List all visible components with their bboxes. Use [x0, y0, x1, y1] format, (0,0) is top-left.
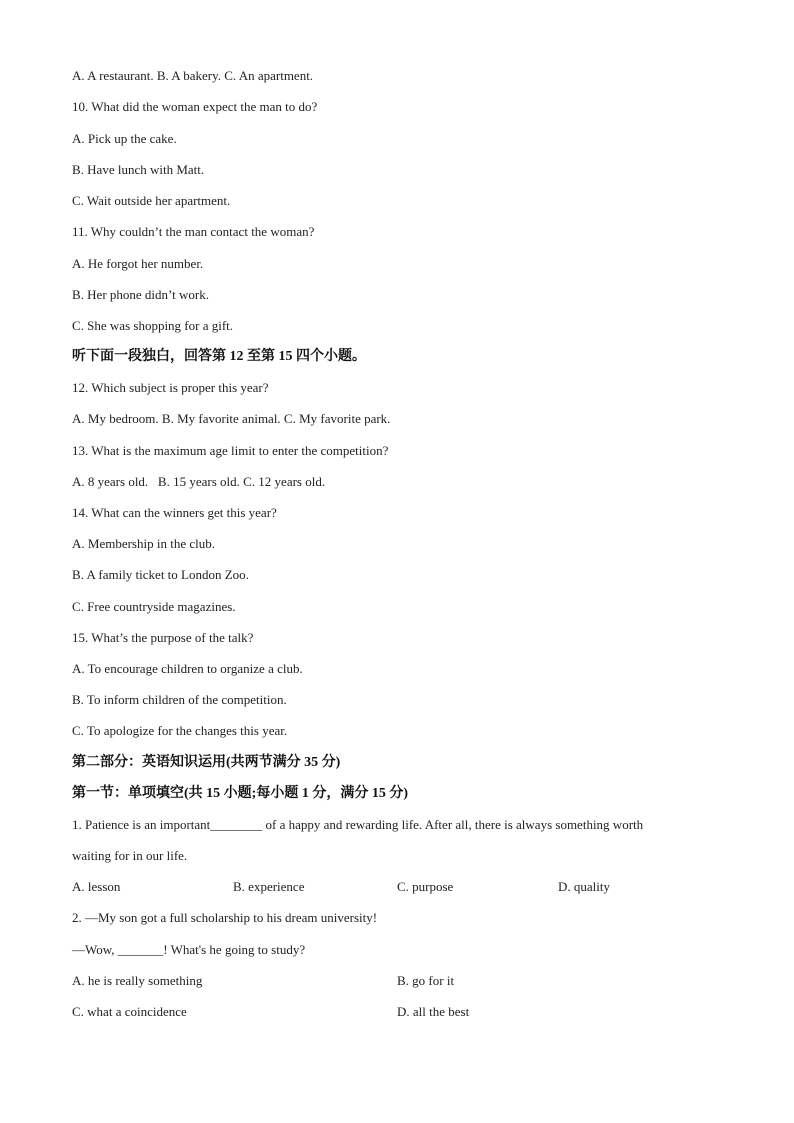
q11-option-a: A. He forgot her number.: [72, 256, 204, 271]
section-heading-monologue: 听下面一段独白，回答第 12 至第 15 四个小题。: [72, 349, 366, 364]
q15-option-b: B. To inform children of the competition.: [72, 692, 287, 707]
q9-options: A. A restaurant. B. A bakery. C. An apartment.: [72, 68, 314, 83]
question-10: 10. What did the woman expect the man to do?: [72, 99, 318, 114]
p1-question-line-1: 1. Patience is an important________ of a happy and rewarding life. After all, there is always something worth: [72, 817, 644, 832]
p2-option-a: A. he is really something: [72, 973, 203, 988]
q11-option-b: B. Her phone didn’t work.: [72, 287, 209, 302]
q14-option-c: C. Free countryside magazines.: [72, 599, 236, 614]
p1-option-b: B. experience: [233, 879, 305, 894]
q14-option-b: B. A family ticket to London Zoo.: [72, 567, 249, 582]
question-12: 12. Which subject is proper this year?: [72, 380, 269, 395]
question-15: 15. What’s the purpose of the talk?: [72, 630, 254, 645]
p1-option-d: D. quality: [558, 879, 610, 894]
p2-question-line-2: —Wow, _______! What's he going to study?: [72, 942, 306, 957]
p2-option-b: B. go for it: [397, 973, 455, 988]
p1-option-a: A. lesson: [72, 879, 121, 894]
p2-option-c: C. what a coincidence: [72, 1004, 187, 1019]
q15-option-c: C. To apologize for the changes this year.: [72, 723, 288, 738]
section-one-heading: 第一节：单项填空(共 15 小题;每小题 1 分，满分 15 分): [72, 786, 408, 801]
p1-question-line-2: waiting for in our life.: [72, 848, 188, 863]
q12-options: A. My bedroom. B. My favorite animal. C. My favorite park.: [72, 411, 391, 426]
part-two-heading: 第二部分：英语知识运用(共两节满分 35 分): [72, 755, 341, 770]
q10-option-a: A. Pick up the cake.: [72, 131, 177, 146]
p1-option-c: C. purpose: [397, 879, 454, 894]
q10-option-c: C. Wait outside her apartment.: [72, 193, 231, 208]
q15-option-a: A. To encourage children to organize a club.: [72, 661, 303, 676]
p2-option-d: D. all the best: [397, 1004, 470, 1019]
question-13: 13. What is the maximum age limit to enter the competition?: [72, 443, 389, 458]
p2-question-line-1: 2. —My son got a full scholarship to his dream university!: [72, 910, 378, 925]
q14-option-a: A. Membership in the club.: [72, 536, 215, 551]
question-11: 11. Why couldn’t the man contact the woman?: [72, 224, 315, 239]
q10-option-b: B. Have lunch with Matt.: [72, 162, 205, 177]
question-14: 14. What can the winners get this year?: [72, 505, 277, 520]
q13-options: A. 8 years old. B. 15 years old. C. 12 years old.: [72, 474, 326, 489]
q11-option-c: C. She was shopping for a gift.: [72, 318, 234, 333]
